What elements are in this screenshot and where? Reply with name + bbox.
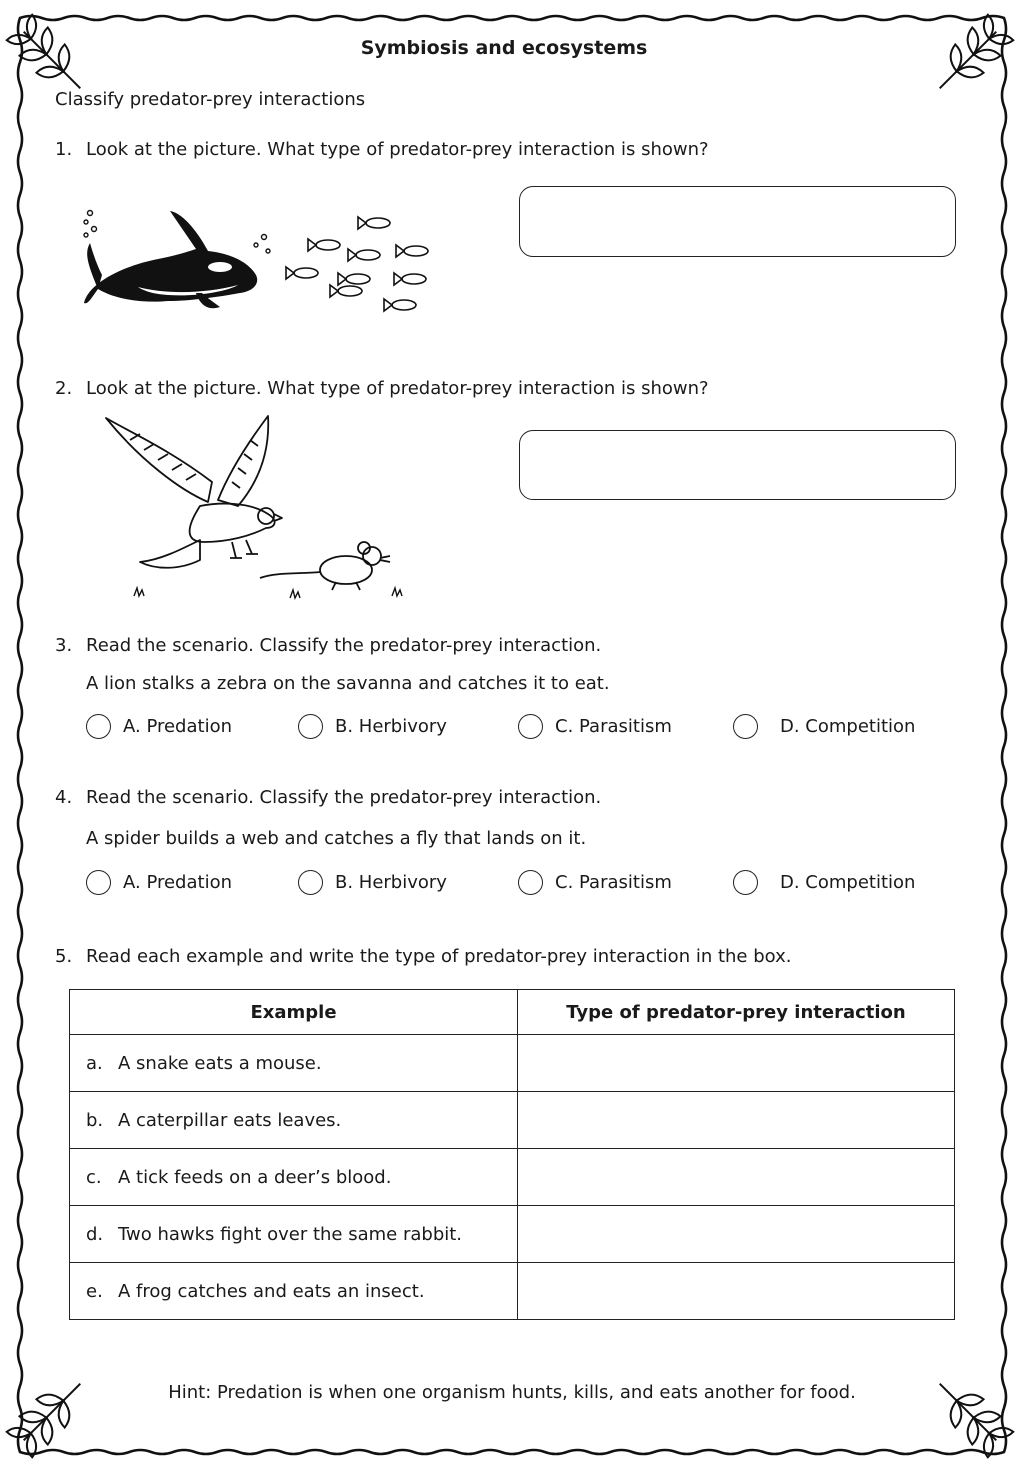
table-header-row <box>70 990 955 1035</box>
answer-cell[interactable] <box>518 1092 955 1149</box>
example-text: Two hawks fight over the same rabbit. <box>118 1223 463 1245</box>
question-number: 1. <box>55 139 73 160</box>
option-label: C. Parasitism <box>555 716 672 737</box>
question-1 <box>55 139 709 160</box>
q3-scenario: A lion stalks a zebra on the savanna and catches it to eat. <box>86 673 610 694</box>
question-text: Look at the picture. What type of predator-prey interaction is shown? <box>86 378 709 399</box>
option-label: D. Competition <box>780 716 916 737</box>
option-label: D. Competition <box>780 872 916 893</box>
question-text: Look at the picture. What type of predator-prey interaction is shown? <box>86 139 709 160</box>
example-cell <box>70 1035 518 1092</box>
orca-illustration <box>78 205 448 325</box>
question-number: 3. <box>55 635 73 656</box>
q3-option-c[interactable] <box>518 714 672 739</box>
q3-option-a[interactable] <box>86 714 232 739</box>
row-label: e. <box>86 1280 103 1302</box>
example-text: A tick feeds on a deer’s blood. <box>118 1166 392 1188</box>
table-row <box>70 1035 955 1092</box>
question-number: 5. <box>55 946 73 967</box>
column-header-example: Example <box>70 990 518 1035</box>
q3-option-d[interactable] <box>733 714 915 739</box>
radio-button[interactable] <box>298 714 323 739</box>
example-text: A snake eats a mouse. <box>118 1052 322 1074</box>
q2-answer-box[interactable] <box>519 430 956 500</box>
row-label: a. <box>86 1052 103 1074</box>
q4-option-b[interactable] <box>298 870 447 895</box>
option-label: B. Herbivory <box>335 872 447 893</box>
option-label: A. Predation <box>123 872 232 893</box>
question-2 <box>55 378 709 399</box>
radio-button[interactable] <box>298 870 323 895</box>
row-label: b. <box>86 1109 104 1131</box>
example-text: A caterpillar eats leaves. <box>118 1109 342 1131</box>
example-cell <box>70 1149 518 1206</box>
table-row <box>70 1149 955 1206</box>
answer-cell[interactable] <box>518 1149 955 1206</box>
question-text: Read each example and write the type of predator-prey interaction in the box. <box>86 946 792 967</box>
classification-table <box>69 989 955 1320</box>
worksheet-title: Symbiosis and ecosystems <box>360 37 648 59</box>
radio-button[interactable] <box>518 714 543 739</box>
answer-cell[interactable] <box>518 1263 955 1320</box>
radio-button[interactable] <box>86 714 111 739</box>
q4-scenario: A spider builds a web and catches a fly that lands on it. <box>86 828 587 849</box>
table-row <box>70 1263 955 1320</box>
question-number: 4. <box>55 787 73 808</box>
q4-option-a[interactable] <box>86 870 232 895</box>
table-row <box>70 1206 955 1263</box>
question-number: 2. <box>55 378 73 399</box>
worksheet-subtitle: Classify predator-prey interactions <box>55 89 366 110</box>
example-cell <box>70 1092 518 1149</box>
hint-text: Hint: Predation is when one organism hunts, kills, and eats another for food. <box>168 1382 856 1403</box>
answer-cell[interactable] <box>518 1206 955 1263</box>
radio-button[interactable] <box>733 714 758 739</box>
table-row <box>70 1092 955 1149</box>
question-4 <box>55 787 601 808</box>
eagle-illustration <box>100 410 415 605</box>
radio-button[interactable] <box>86 870 111 895</box>
q4-option-c[interactable] <box>518 870 672 895</box>
question-text: Read the scenario. Classify the predator-prey interaction. <box>86 635 602 656</box>
question-text: Read the scenario. Classify the predator-prey interaction. <box>86 787 602 808</box>
option-label: B. Herbivory <box>335 716 447 737</box>
question-3 <box>55 635 601 656</box>
row-label: c. <box>86 1166 102 1188</box>
option-label: C. Parasitism <box>555 872 672 893</box>
column-header-type: Type of predator-prey interaction <box>518 990 955 1035</box>
q4-option-d[interactable] <box>733 870 915 895</box>
option-label: A. Predation <box>123 716 232 737</box>
mouse-illustration <box>260 542 390 590</box>
example-text: A frog catches and eats an insect. <box>118 1280 425 1302</box>
example-cell <box>70 1263 518 1320</box>
q3-option-b[interactable] <box>298 714 447 739</box>
example-cell <box>70 1206 518 1263</box>
radio-button[interactable] <box>518 870 543 895</box>
answer-cell[interactable] <box>518 1035 955 1092</box>
row-label: d. <box>86 1223 104 1245</box>
radio-button[interactable] <box>733 870 758 895</box>
question-5 <box>55 946 791 967</box>
q1-answer-box[interactable] <box>519 186 956 257</box>
